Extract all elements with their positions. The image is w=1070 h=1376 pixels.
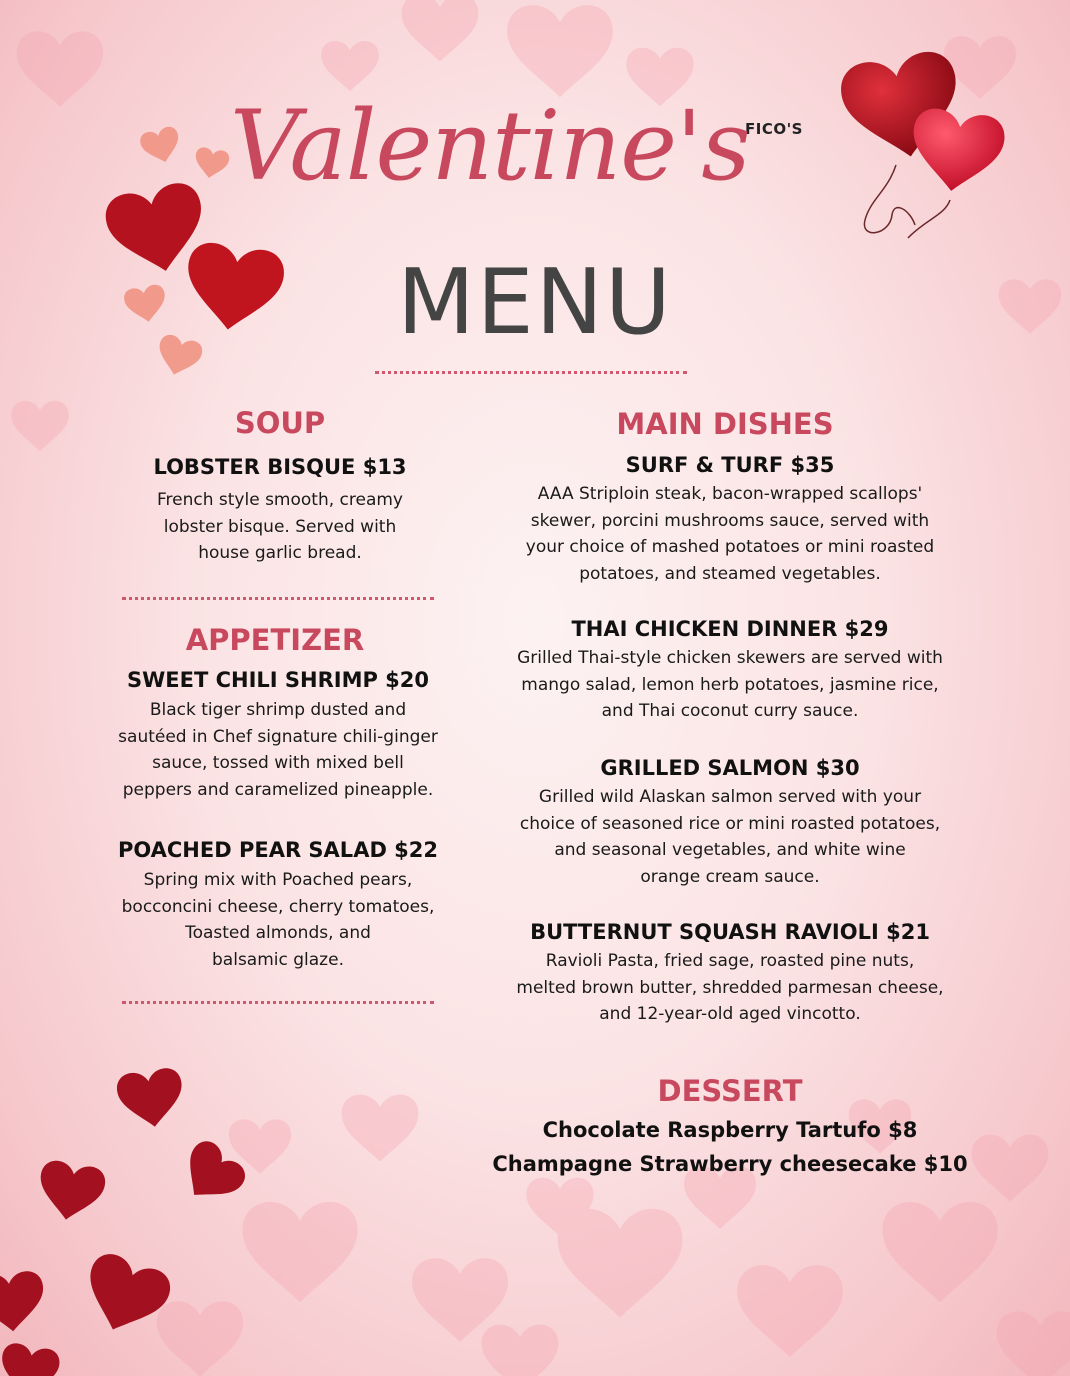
dessert-item: Champagne Strawberry cheesecake $10 [492,1152,968,1176]
menu-item-description: AAA Striploin steak, bacon-wrapped scallops' skewer, porcini mushrooms sauce, served with your choice of mashed potatoes or mini roasted potatoes, and steamed vegetables. [525,484,935,584]
heart-icon [0,1270,47,1334]
heart-icon [115,1066,187,1131]
divider-title [375,371,687,374]
heart-icon [171,1136,251,1215]
title-valentines: Valentine's [230,90,750,202]
menu-item-description: Ravioli Pasta, fried sage, roasted pine nuts, melted brown butter, shredded parmesan cheese, and 12-year-old aged vincotto. [516,951,944,1024]
menu-item-description: Grilled Thai-style chicken skewers are served with mango salad, lemon herb potatoes, jasmine rice, and Thai coconut curry sauce. [517,648,943,721]
section-heading-soup: SOUP [234,406,326,440]
section-heading-main-dishes: MAIN DISHES [616,407,834,441]
menu-item-name: LOBSTER BISQUE $13 [153,455,407,479]
small-heart-icon [138,125,184,167]
heart-icon [0,1341,62,1376]
menu-item-name: SWEET CHILI SHRIMP $20 [126,668,430,692]
heart-icon [75,1249,176,1344]
heart-balloons-icon [830,50,1030,250]
divider-appetizer [122,1001,434,1004]
dessert-item: Chocolate Raspberry Tartufo $8 [542,1118,918,1142]
heart-icon [34,1158,108,1225]
title-menu: MENU [397,250,673,355]
heart-cluster-bottom-left [0,1050,270,1376]
section-heading-dessert: DESSERT [657,1074,803,1108]
menu-item-name: POACHED PEAR SALAD $22 [117,838,439,862]
divider-soup [122,597,434,600]
menu-item-description: French style smooth, creamy lobster bisque. Served with house garlic bread. [156,490,403,563]
menu-item-description: Black tiger shrimp dusted and sautéed in Chef signature chili-ginger sauce, tossed with mixed bell peppers and caramelized pineapple. [118,700,438,800]
small-heart-icon [192,146,230,181]
menu-item-description: Spring mix with Poached pears, bocconcini cheese, cherry tomatoes, Toasted almonds, and balsamic glaze. [121,870,435,970]
menu-item-name: THAI CHICKEN DINNER $29 [571,617,889,641]
menu-item-name: GRILLED SALMON $30 [600,756,860,780]
menu-item-name: SURF & TURF $35 [625,453,835,477]
section-heading-appetizer: APPETIZER [185,623,365,657]
menu-item-name: BUTTERNUT SQUASH RAVIOLI $21 [530,920,930,944]
menu-item-description: Grilled wild Alaskan salmon served with your choice of seasoned rice or mini roasted potatoes, and seasonal vegetables, and white wine orange cream sauce. [519,787,941,887]
restaurant-name: FICO'S [745,120,803,138]
